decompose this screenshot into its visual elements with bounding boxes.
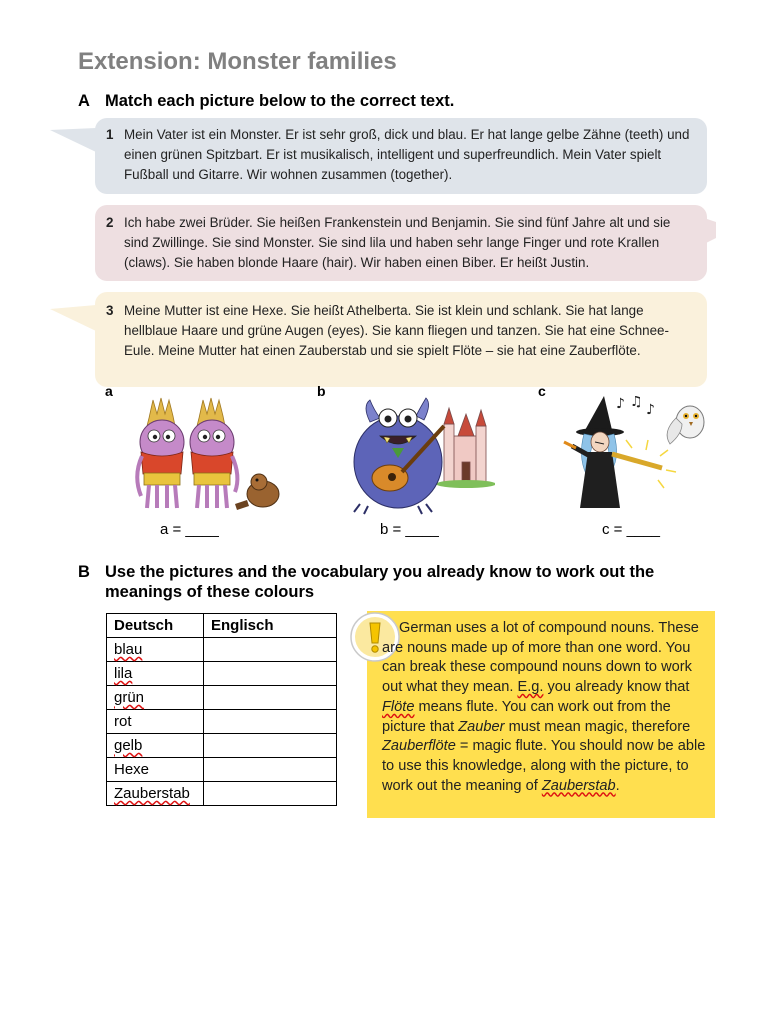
english-answer-cell[interactable] [204, 758, 337, 782]
answer-a[interactable]: a = ____ [160, 521, 219, 538]
german-word: blau [114, 641, 143, 658]
text-body: Mein Vater ist ein Monster. Er ist sehr groß, dick und blau. Er hat lange gelbe Zähne (teeth) und einen grünen Spitzbart. Er ist musikalisch, intelligent und superfreundlich. Mein Vater spielt Fußball und Gitarre. Wir wohnen zusammen (together). [124, 127, 690, 182]
column-header-deutsch: Deutsch [107, 614, 204, 638]
text-bubble-2 [95, 205, 707, 281]
page-title: Extension: Monster families [78, 48, 397, 75]
tip-box [367, 611, 715, 818]
german-word: gelb [114, 737, 143, 754]
table-row [107, 686, 337, 710]
table-row [107, 638, 337, 662]
bubble-tail-2 [704, 218, 724, 248]
german-word: grün [114, 689, 145, 706]
picture-label-b: b [317, 383, 326, 399]
text-bubble-1 [95, 118, 707, 194]
picture-label-c: c [538, 383, 546, 399]
svg-text:♫: ♫ [630, 396, 643, 410]
answer-c[interactable]: c = ____ [602, 521, 660, 538]
english-answer-cell[interactable] [204, 710, 337, 734]
text-bubble-3 [95, 292, 707, 387]
english-answer-cell[interactable] [204, 662, 337, 686]
english-answer-cell[interactable] [204, 638, 337, 662]
english-answer-cell[interactable] [204, 686, 337, 710]
section-instruction: Use the pictures and the vocabulary you already know to work out the meanings of these colours [105, 563, 655, 601]
column-header-englisch: Englisch [204, 614, 337, 638]
table-header-row [107, 614, 337, 638]
table-row [107, 662, 337, 686]
section-letter: B [78, 563, 90, 581]
vocabulary-table [106, 613, 337, 806]
german-word: Zauberstab [114, 785, 190, 802]
bubble-tail-1 [50, 128, 100, 158]
german-word: rot [114, 713, 132, 730]
word-flote: Flöte [382, 698, 415, 715]
blue-monster-guitar-illustration [340, 396, 495, 516]
eg-abbrev: E.g. [517, 679, 544, 696]
tip-text: German uses a lot of compound nouns. These are nouns made up of more than one word. You can break these compound nouns down to work out what they mean. E.g. you already know that Flöte means flute. You can work out from the picture that Zauber must mean magic, therefore Zauberflöte = magic flute. You should now be able to use this knowledge, along with the picture, to work out the meaning of Zauberstab. [382, 620, 706, 794]
text-number: 3 [106, 303, 114, 318]
word-zauber: Zauber [458, 718, 505, 735]
german-word: lila [114, 665, 133, 682]
table-row [107, 782, 337, 806]
english-answer-cell[interactable] [204, 782, 337, 806]
text-number: 2 [106, 215, 114, 230]
section-instruction: Match each picture below to the correct text. [105, 92, 455, 110]
bubble-tail-3 [50, 305, 100, 335]
answer-b[interactable]: b = ____ [380, 521, 439, 538]
witch-flute-illustration [558, 396, 718, 516]
text-body: Meine Mutter ist eine Hexe. Sie heißt Athelberta. Sie ist klein und schlank. Sie hat lange hellblaue Haare und grüne Augen (eyes). Sie kann fliegen und tanzen. Sie hat eine Schnee-Eule. Meine Mutter hat einen Zauberstab und sie spielt Flöte – sie hat eine Zauberflöte. [124, 303, 669, 358]
table-row [107, 758, 337, 782]
table-row [107, 710, 337, 734]
word-zauberflote: Zauberflöte [382, 738, 456, 755]
german-word: Hexe [114, 761, 150, 778]
svg-text:♪: ♪ [646, 402, 655, 418]
text-body: Ich habe zwei Brüder. Sie heißen Frankenstein und Benjamin. Sie sind fünf Jahre alt und sie sind Zwillinge. Sie sind Monster. Sie sind lila und haben sehr lange Finger und rote Krallen (claws). Sie haben blonde Haare (hair). Wir haben einen Biber. Er heißt Justin. [124, 215, 671, 270]
english-answer-cell[interactable] [204, 734, 337, 758]
svg-text:♪: ♪ [616, 396, 625, 412]
section-letter: A [78, 92, 90, 110]
twin-monsters-illustration [135, 396, 285, 516]
picture-label-a: a [105, 383, 113, 399]
word-zauberstab: Zauberstab [541, 777, 616, 794]
table-row [107, 734, 337, 758]
text-number: 1 [106, 127, 114, 142]
